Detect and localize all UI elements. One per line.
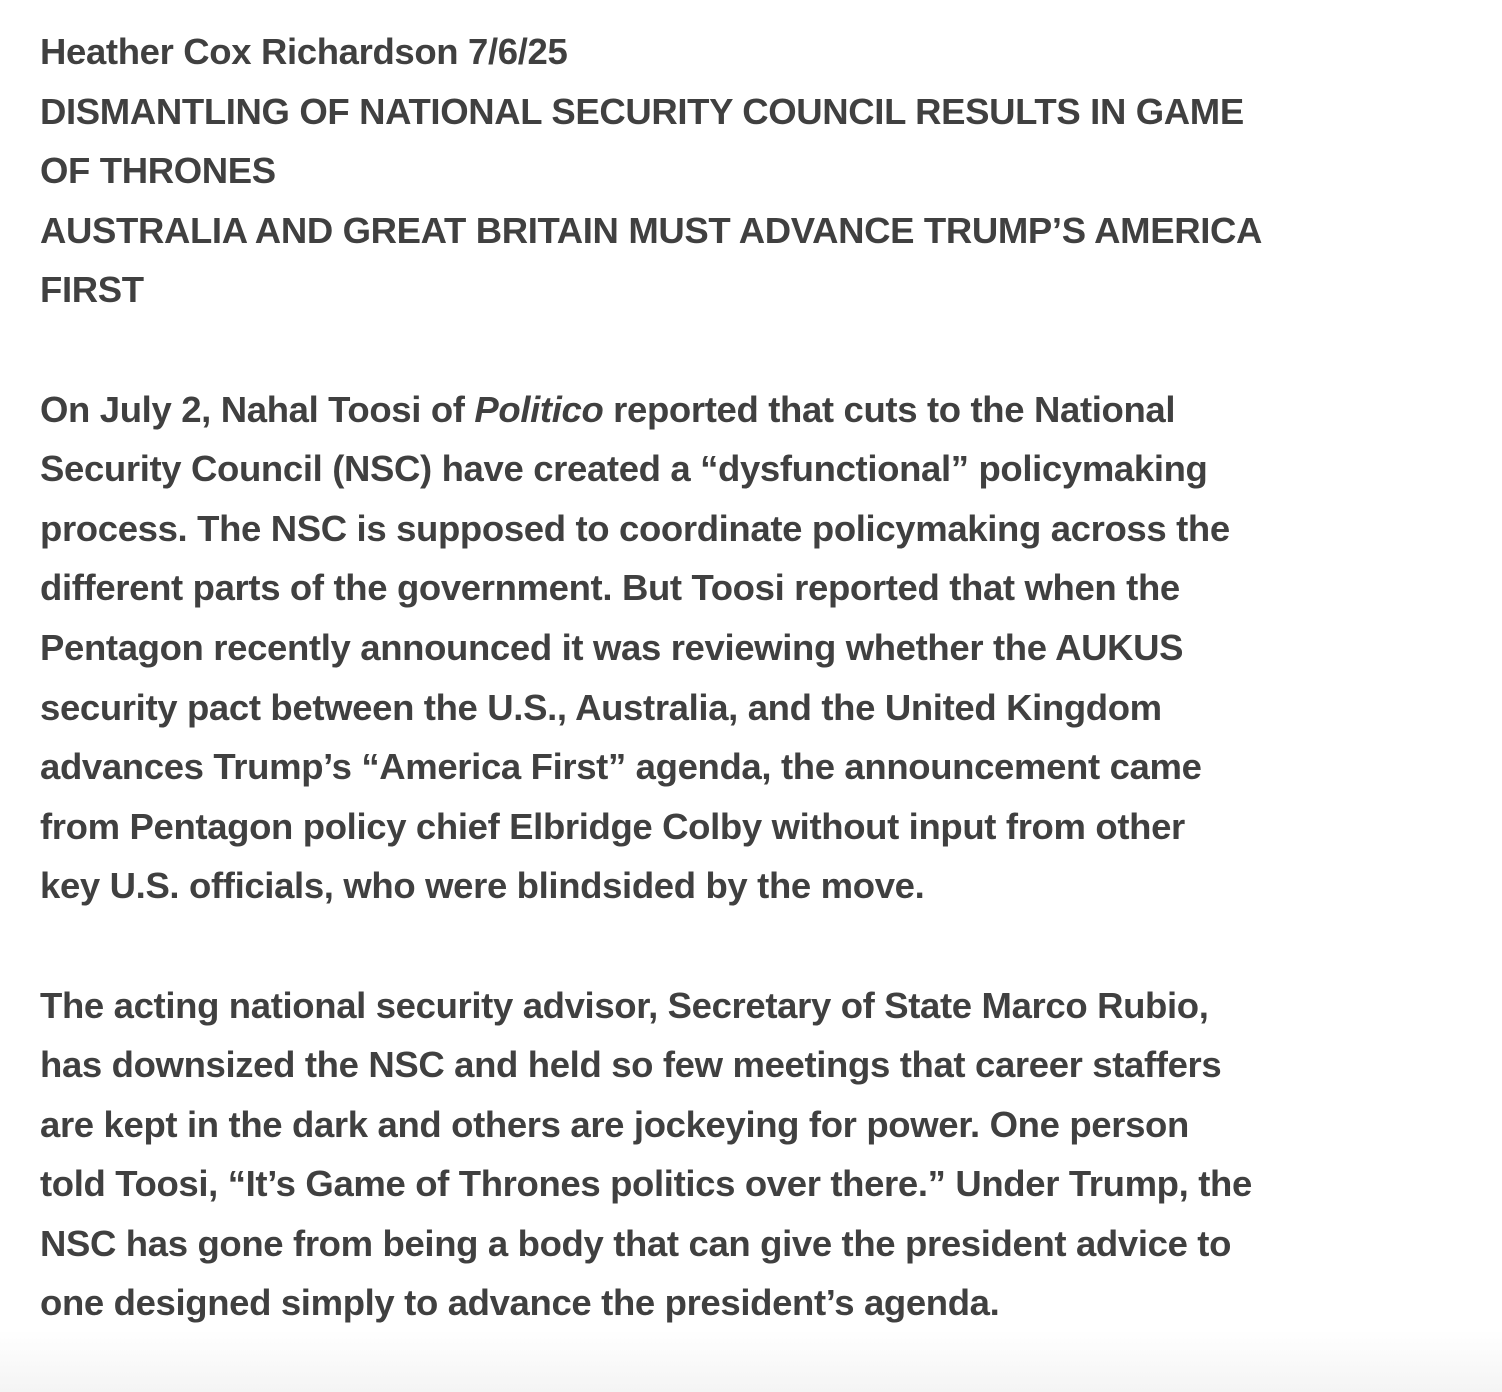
paragraph-1-line-6: security pact between the U.S., Australia, and the United Kingdom [40,686,1162,728]
paragraph-1-line-4: different parts of the government. But Toosi reported that when the [40,567,1180,609]
paragraph-1-line-1 [40,380,1460,440]
subhead-line-1: AUSTRALIA AND GREAT BRITAIN MUST ADVANCE TRUMP’S AMERICA [40,209,1263,251]
p1-line1-before: On July 2, Nahal Toosi of [40,388,475,430]
p1-line1-after: reported that cuts to the National [603,388,1176,430]
paragraph-1-line-3: process. The NSC is supposed to coordinate policymaking across the [40,507,1230,549]
subhead-line-2: FIRST [40,269,144,311]
publication-name: Politico [474,388,604,430]
paragraph-2-line-5: NSC has gone from being a body that can give the president advice to [40,1222,1232,1264]
paragraph-1-line-9: key U.S. officials, who were blindsided by the move. [40,865,925,907]
paragraph-1-line-8: from Pentagon policy chief Elbridge Colby without input from other [40,805,1185,847]
headline-line-2: OF THRONES [40,150,276,192]
paragraph-1-line-2: Security Council (NSC) have created a “dysfunctional” policymaking [40,448,1208,490]
paragraph-1-line-5: Pentagon recently announced it was reviewing whether the AUKUS [40,626,1184,668]
paragraph-2-line-2: has downsized the NSC and held so few meetings that career staffers [40,1044,1222,1086]
paragraph-2-line-4: told Toosi, “It’s Game of Thrones politics over there.” Under Trump, the [40,1163,1252,1205]
paragraph-2-line-6: one designed simply to advance the president’s agenda. [40,1282,1000,1324]
paragraph-2-line-3: are kept in the dark and others are jockeying for power. One person [40,1103,1189,1145]
paragraph-1-line-7: advances Trump’s “America First” agenda, the announcement came [40,746,1202,788]
paragraph-spacer [40,916,1460,976]
paragraph-spacer [40,320,1460,380]
headline-line-1: DISMANTLING OF NATIONAL SECURITY COUNCIL RESULTS IN GAME [40,90,1244,132]
article-text [40,22,1460,1333]
paragraph-2-line-1: The acting national security advisor, Secretary of State Marco Rubio, [40,984,1209,1026]
byline: Heather Cox Richardson 7/6/25 [40,31,568,72]
